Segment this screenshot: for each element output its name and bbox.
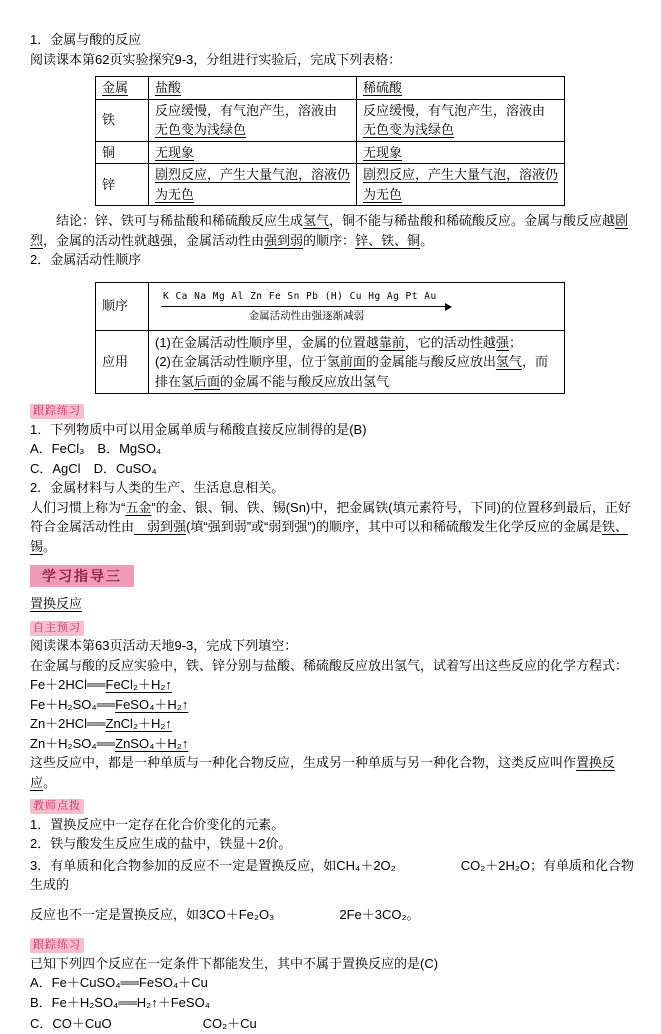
header-hcl: 盐酸 — [149, 77, 357, 100]
practice1-q2-paragraph: 人们习惯上称为“五金”的金、银、铜、铁、锡(Sn)中，把金属铁(填元素符号，下同)的位置移到最后，正好符合金属活动性由 弱到强(填“强到弱”或“弱到强”)的顺序，其中可以和稀硫酸发生化学反应的金属是铁、锡。 — [30, 499, 631, 554]
section1-intro: 阅读课本第62页实验探究9-3，分组进行实验后，完成下列表格： — [30, 51, 402, 67]
zinc-h2so4-observation: 剧烈反应，产生大量气泡，溶液仍为无色 — [357, 164, 565, 206]
activity-series-elements: K Ca Na Mg Al Zn Fe Sn Pb (H) Cu Hg Ag Pt Au — [161, 291, 445, 307]
iron-hcl-observation: 反应缓慢，有气泡产生，溶液由无色变为浅绿色 — [149, 99, 357, 141]
application-cell — [149, 330, 565, 394]
row-label-zinc: 锌 — [96, 164, 149, 206]
activity-order-table — [95, 282, 565, 395]
row-label-iron: 铁 — [96, 99, 149, 141]
practice2-badge: 跟踪练习 — [30, 938, 84, 953]
self-preview-badge: 自主预习 — [30, 621, 84, 636]
section1-heading: 1．金属与酸的反应 — [30, 32, 142, 47]
application-item-2: (2)在金属活动性顺序里，位于氢前面的金属能与酸反应放出氢气，而排在氢后面的金属不能与酸反应放出氢气 — [155, 354, 548, 389]
teacher-tip-3b: 反应也不一定是置换反应，如3CO＋Fe₂O₃ 2Fe＋3CO₂。 — [30, 906, 420, 922]
teacher-tip-1: 1．置换反应中一定存在化合价变化的元素。 — [30, 816, 285, 832]
teacher-tip-3a: 3．有单质和化合物参加的反应不一定是置换反应，如CH₄＋2O₂ CO₂＋2H₂O；有单质和化合物生成的 — [30, 857, 635, 893]
section1-heading2: 2．金属活动性顺序 — [30, 252, 142, 267]
order-row-label: 顺序 — [96, 282, 149, 330]
study-guide-banner: 学习指导三 — [30, 565, 134, 587]
practice1-q1-options-cd: C．AgCl D．CuSO₄ — [30, 460, 157, 476]
copper-hcl-observation: 无现象 — [149, 141, 357, 164]
practice2-question: 已知下列四个反应在一定条件下都能发生，其中不属于置换反应的是(C) — [30, 955, 439, 971]
iron-h2so4-observation: 反应缓慢，有气泡产生，溶液由无色变为浅绿色 — [357, 99, 565, 141]
equation-zn-hcl: Zn＋2HCl══ZnCl₂＋H₂↑ — [30, 716, 172, 732]
application-row-label: 应用 — [96, 330, 149, 394]
order-row — [96, 282, 565, 330]
practice1-question2: 2．金属材料与人类的生产、生活息息相关。 — [30, 480, 285, 496]
teacher-tip-2: 2．铁与酸发生反应生成的盐中，铁显＋2价。 — [30, 836, 292, 852]
header-metal: 金属 — [96, 77, 149, 100]
section3-fill-intro: 在金属与酸的反应实验中，铁、锌分别与盐酸、稀硫酸反应放出氢气，试着写出这些反应的化学方程式： — [30, 657, 629, 673]
metal-acid-observation-table — [95, 76, 565, 206]
displacement-reaction-title: 置换反应 — [30, 596, 83, 612]
application-item-1: (1)在金属活动性顺序里，金属的位置越靠前，它的活动性越强； — [155, 334, 522, 350]
header-h2so4: 稀硫酸 — [357, 77, 565, 100]
equation-zn-h2so4: Zn＋H₂SO₄══ZnSO₄＋H₂↑ — [30, 735, 189, 751]
application-row — [96, 330, 565, 394]
practice2-option-c: C．CO＋CuO CO₂＋Cu — [30, 1016, 257, 1032]
practice1-q1-options-ab: A．FeCl₃ B．MgSO₄ — [30, 441, 162, 457]
practice2-option-a: A．Fe＋CuSO₄══FeSO₄＋Cu — [30, 975, 208, 991]
activity-series-caption: 金属活动性由强逐渐减弱 — [248, 309, 365, 322]
copper-h2so4-observation: 无现象 — [357, 141, 565, 164]
arrow-right-icon — [445, 303, 452, 311]
conclusion-paragraph: 结论：锌、铁可与稀盐酸和稀硫酸反应生成氢气，铜不能与稀盐酸和稀硫酸反应。金属与酸反应越剧烈，金属的活动性就越强，金属活动性由强到弱的顺序：锌、铁、铜。 — [30, 213, 629, 248]
practice2-option-b: B．Fe＋H₂SO₄══H₂↑＋FeSO₄ — [30, 994, 210, 1010]
zinc-hcl-observation: 剧烈反应，产生大量气泡，溶液仍为无色 — [149, 164, 357, 206]
table-header-row — [96, 77, 565, 100]
activity-series-cell — [149, 282, 565, 330]
teacher-tips-badge: 教师点拨 — [30, 799, 84, 814]
table-row-copper — [96, 141, 565, 164]
row-label-copper: 铜 — [96, 141, 149, 164]
practice1-badge: 跟踪练习 — [30, 404, 84, 419]
table-row-iron — [96, 99, 565, 141]
equation-fe-h2so4: Fe＋H₂SO₄══FeSO₄＋H₂↑ — [30, 696, 189, 712]
displacement-summary: 这些反应中，都是一种单质与一种化合物反应，生成另一种单质与另一种化合物，这类反应叫作置换反应。 — [30, 755, 616, 790]
table-row-zinc — [96, 164, 565, 206]
activity-series-diagram — [161, 291, 452, 325]
section3-intro: 阅读课本第63页活动天地9-3，完成下列填空： — [30, 638, 298, 654]
practice1-question1: 1．下列物质中可以用金属单质与稀酸直接反应制得的是(B) — [30, 421, 367, 437]
equation-fe-hcl: Fe＋2HCl══FeCl₂＋H₂↑ — [30, 677, 172, 693]
